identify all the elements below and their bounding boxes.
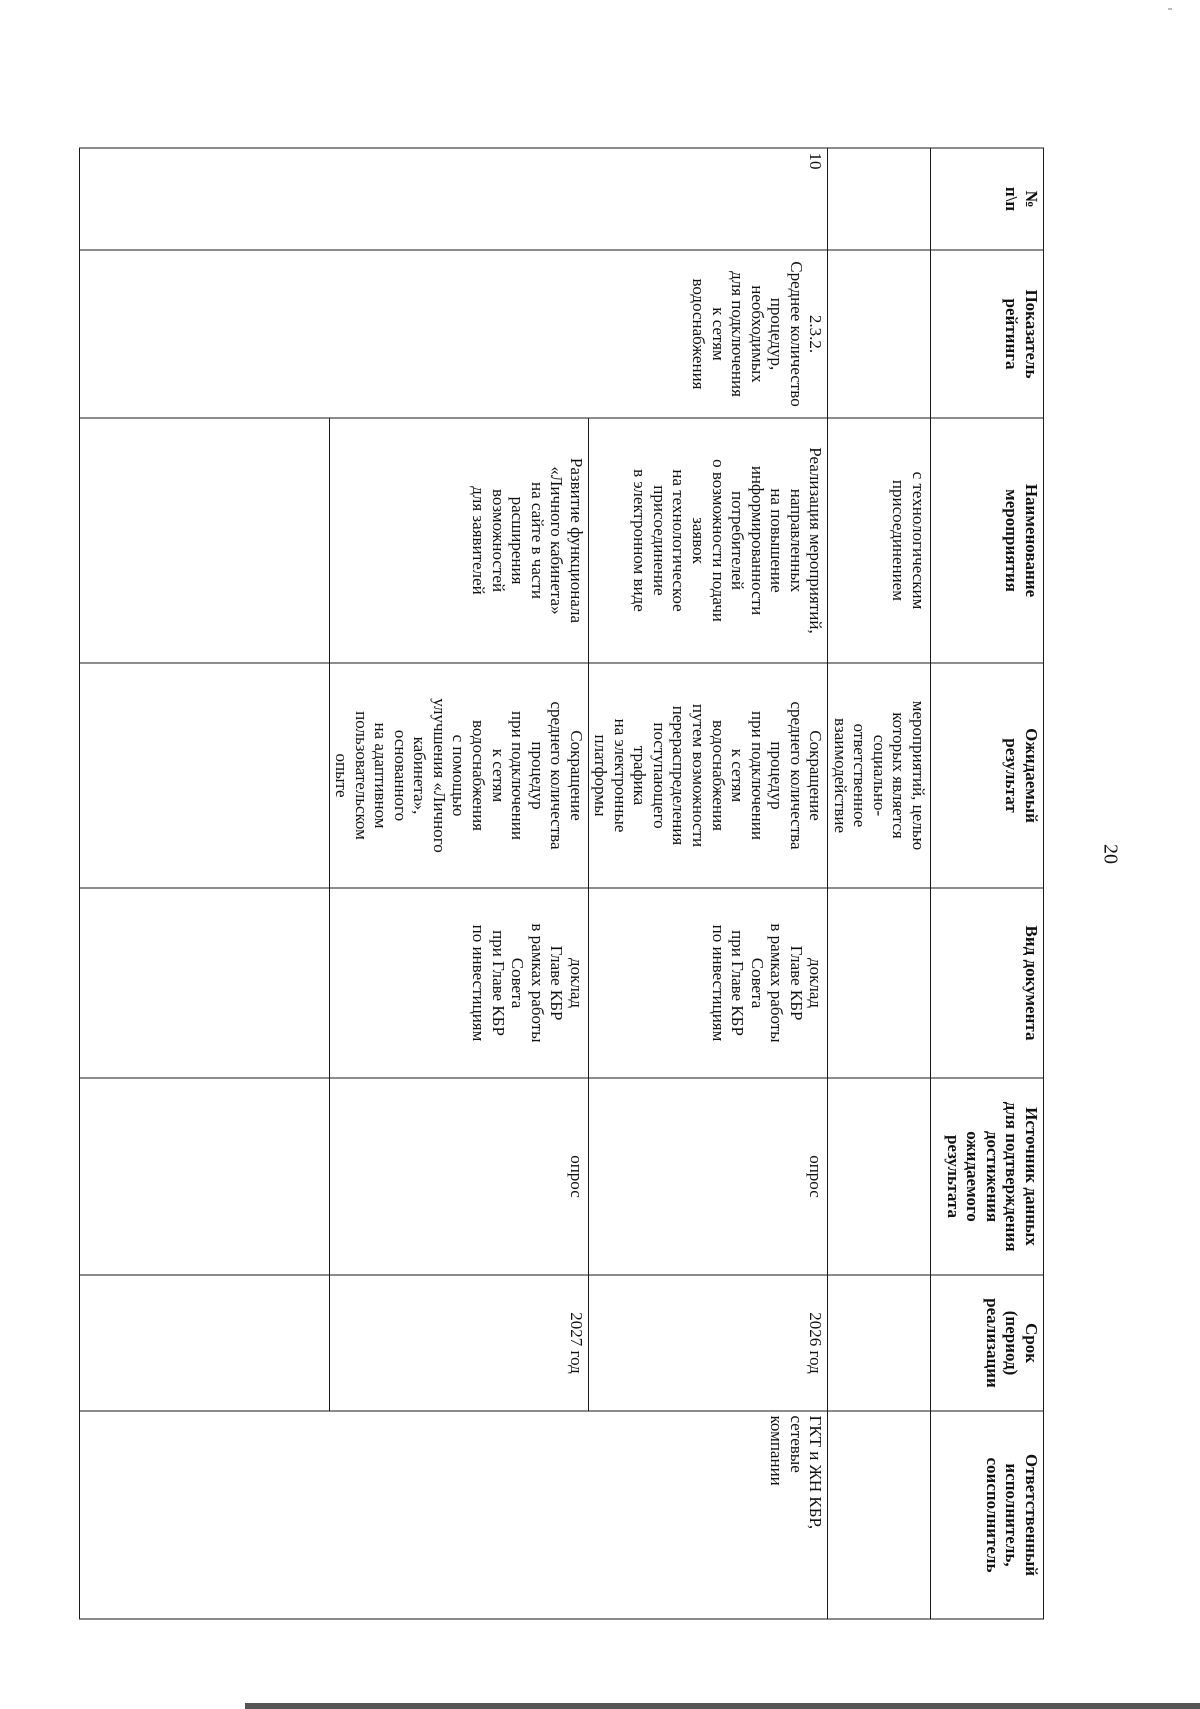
cell-empty-4 xyxy=(79,663,329,888)
header-indicator: Показатель рейтинга xyxy=(931,250,1044,418)
table-row-10a xyxy=(588,148,828,1619)
cell-measure-2: Развитие функционала «Личного кабинета» на сайте в части расширения возможностей для заявителей xyxy=(329,418,588,663)
scan-mark xyxy=(1168,8,1172,10)
header-responsible: Ответственный исполнитель, соисполнитель xyxy=(931,1411,1044,1619)
cell-empty-2 xyxy=(79,250,329,418)
measures-table xyxy=(79,148,1044,1620)
cell-result: мероприятий, целью которых является социально- ответственное взаимодействие xyxy=(828,663,931,888)
header-period: Срок (период) реализации xyxy=(931,1275,1044,1411)
header-result: Ожидаемый результат xyxy=(931,663,1044,888)
table-row-empty xyxy=(79,148,329,1619)
table-row-10b xyxy=(329,148,588,1619)
cell-responsible-span xyxy=(329,1411,588,1619)
cell-source-2: опрос xyxy=(329,1078,588,1275)
scan-edge-strip xyxy=(245,1703,1200,1709)
cell-result-1: Сокращение среднего количества процедур при подключении к сетям водоснабжения путем возможности перераспределения поступающего трафика на электронные платформы xyxy=(588,663,828,888)
cell-empty-1 xyxy=(79,148,329,250)
cell-row-number: 10 xyxy=(588,148,828,250)
cell-period-2: 2027 год xyxy=(329,1275,588,1411)
cell-responsible xyxy=(828,1411,931,1619)
cell-period-1: 2026 год xyxy=(588,1275,828,1411)
rotated-table-wrapper xyxy=(156,148,1044,1619)
cell-measure-1: Реализация мероприятий, направленных на повышение информированности потребителей о возможности подачи заявок на технологическое присоединение в электронном виде xyxy=(588,418,828,663)
cell-empty-7 xyxy=(79,1275,329,1411)
cell-number-span xyxy=(329,148,588,250)
cell-empty-3 xyxy=(79,418,329,663)
cell-indicator-span xyxy=(329,250,588,418)
cell-period xyxy=(828,1275,931,1411)
cell-result-2: Сокращение среднего количества процедур при подключении к сетям водоснабжения с помощью улучшения «Личного кабинета», основанного на адаптивном пользовательском опыте xyxy=(329,663,588,888)
cell-source-1: опрос xyxy=(588,1078,828,1275)
table-row-continuation xyxy=(828,148,931,1619)
cell-responsible-text: ГКТ и ЖН КБР, сетевые компании xyxy=(588,1411,828,1619)
cell-empty-5 xyxy=(79,888,329,1078)
cell-document-2: доклад Главе КБР в рамках работы Совета при Главе КБР по инвестициям xyxy=(329,888,588,1078)
cell-document xyxy=(828,888,931,1078)
page-number: 20 xyxy=(1099,844,1122,864)
cell-empty-6 xyxy=(79,1078,329,1275)
header-document: Вид документа xyxy=(931,888,1044,1078)
header-source: Источник данных для подтверждения достижения ожидаемого результата xyxy=(931,1078,1044,1275)
header-number: № п\п xyxy=(931,148,1044,250)
cell-indicator-text: 2.3.2. Среднее количество процедур, необходимых для подключения к сетям водоснабжения xyxy=(588,250,828,418)
cell-indicator xyxy=(828,250,931,418)
cell-source xyxy=(828,1078,931,1275)
header-measure: Наименование мероприятия xyxy=(931,418,1044,663)
cell-number xyxy=(828,148,931,250)
cell-empty-8 xyxy=(79,1411,329,1619)
header-row xyxy=(931,148,1044,1619)
cell-document-1: доклад Главе КБР в рамках работы Совета при Главе КБР по инвестициям xyxy=(588,888,828,1078)
cell-measure: с технологическим присоединением xyxy=(828,418,931,663)
